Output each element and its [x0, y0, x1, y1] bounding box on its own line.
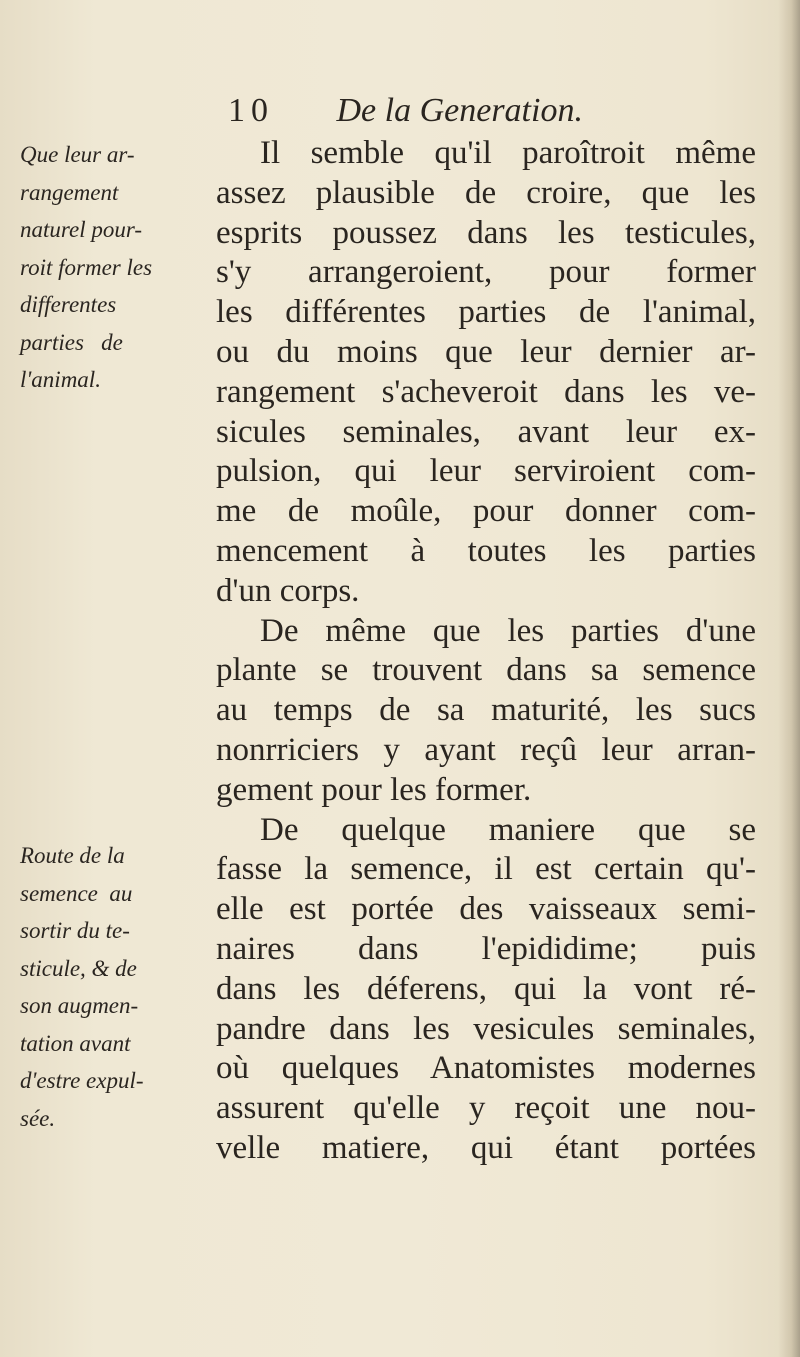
margin-note-line: naturel pour-: [20, 217, 142, 242]
body-line: pandre dans les vesicules seminales,: [216, 1010, 756, 1047]
page-edge-shadow: [778, 0, 800, 1357]
margin-note-line: Route de la: [20, 843, 125, 868]
body-text: [216, 134, 756, 1169]
running-header: [228, 92, 583, 130]
body-line: mencement à toutes les parties: [216, 532, 756, 569]
body-line: velle matiere, qui étant portées: [216, 1129, 756, 1166]
body-line: me de moûle, pour donner com-: [216, 493, 756, 530]
body-line: dans les déferens, qui la vont ré-: [216, 970, 756, 1007]
body-line: d'un corps.: [216, 572, 360, 609]
margin-note-line: roit former les: [20, 254, 153, 280]
margin-note-line: sticule, & de: [20, 955, 137, 981]
body-line: esprits poussez dans les testicules,: [216, 214, 756, 251]
body-line: ou du moins que leur dernier ar-: [216, 333, 756, 370]
margin-note-line: Que leur ar-: [20, 142, 135, 167]
margin-note-line: differentes: [20, 292, 117, 317]
page-number: 10: [228, 92, 274, 129]
margin-note-line: l'animal.: [20, 367, 101, 392]
body-line: les différentes parties de l'animal,: [216, 294, 756, 331]
body-line: sicules seminales, avant leur ex-: [216, 413, 756, 450]
body-line: au temps de sa maturité, les sucs: [216, 692, 756, 729]
margin-note-line: son augmen-: [20, 993, 139, 1018]
margin-note-line: d'estre expul-: [20, 1068, 144, 1093]
body-line: s'y arrangeroient, pour former: [216, 254, 756, 291]
body-line: où quelques Anatomistes modernes: [216, 1050, 756, 1087]
body-line: naires dans l'epididime; puis: [216, 930, 756, 967]
margin-note-line: tation avant: [20, 1030, 131, 1056]
body-line: elle est portée des vaisseaux semi-: [216, 891, 756, 928]
margin-note-line: semence au: [20, 880, 133, 906]
margin-note-semence: [20, 837, 210, 1137]
body-line: pulsion, qui leur serviroient com-: [216, 453, 756, 490]
margin-note-line: sée.: [20, 1105, 56, 1131]
margin-note-arrangement: [20, 136, 210, 399]
body-line: fasse la semence, il est certain qu'-: [216, 851, 756, 888]
body-line: assurent qu'elle y reçoit une nou-: [216, 1090, 756, 1127]
margin-note-line: rangement: [20, 179, 119, 205]
body-line: gement pour les former.: [216, 771, 532, 808]
margin-note-line: parties de: [20, 329, 123, 355]
body-line: plante se trouvent dans sa semence: [216, 652, 756, 689]
body-line: De même que les parties d'une: [260, 612, 756, 649]
body-line: rangement s'acheveroit dans les ve-: [216, 373, 756, 410]
body-line: De quelque maniere que se: [260, 811, 756, 848]
running-title: De la Generation.: [336, 92, 583, 129]
body-line: assez plausible de croire, que les: [216, 174, 756, 211]
margin-note-line: sortir du te-: [20, 918, 130, 943]
body-line: nonrriciers y ayant reçû leur arran-: [216, 731, 756, 768]
body-line: Il semble qu'il paroîtroit même: [260, 135, 756, 171]
